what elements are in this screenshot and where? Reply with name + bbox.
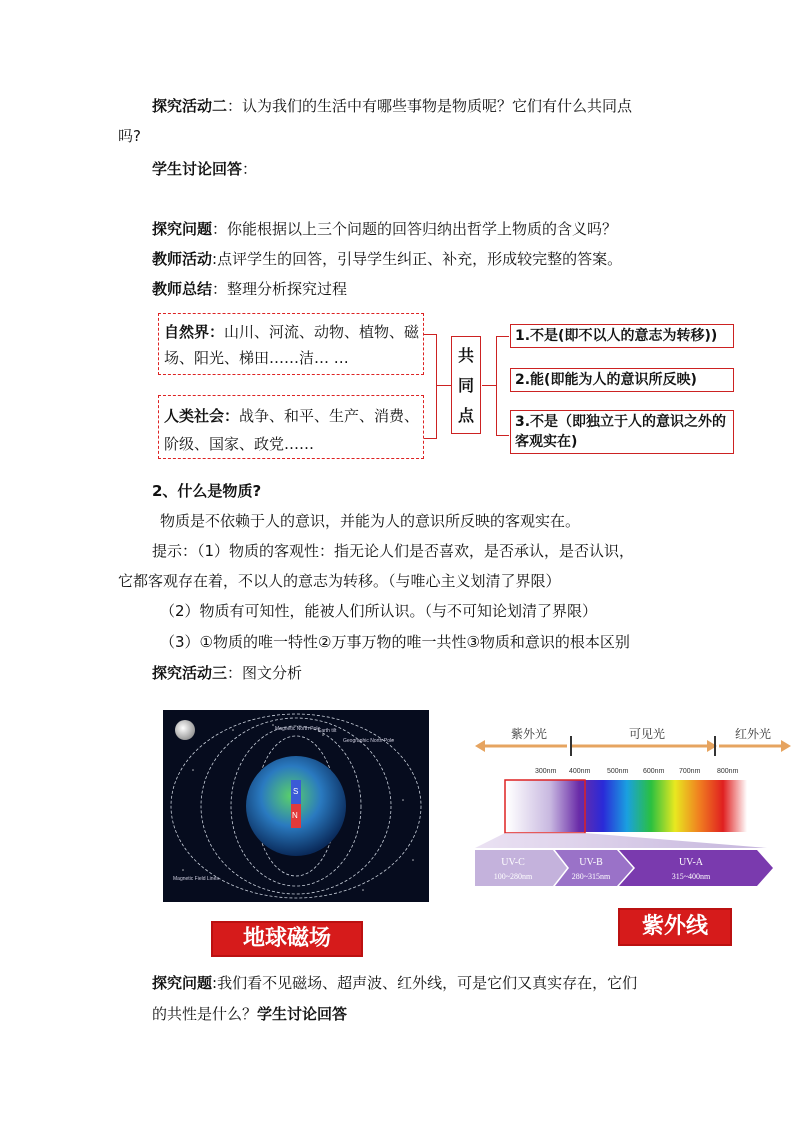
earth-magnetic-field-image: [163, 710, 429, 902]
paragraph-teacher-summary: 教师总结：整理分析探究过程: [152, 280, 348, 298]
earth-caption: 地球磁场: [211, 921, 363, 957]
tip-2: （2）物质有可知性，能被人们所认识。（与不可知论划清了界限）: [160, 602, 598, 620]
svg-text:500nm: 500nm: [607, 768, 629, 775]
right-bracket: [496, 336, 509, 436]
left-connector: [437, 385, 451, 386]
left-bracket: [424, 334, 437, 439]
tip-3: （3）①物质的唯一特性②万事万物的唯一共性③物质和意识的根本区别: [160, 633, 630, 651]
svg-text:紫外光: 紫外光: [511, 727, 548, 741]
paragraph-activity-three: 探究活动三：图文分析: [152, 664, 303, 682]
svg-text:N: N: [292, 811, 298, 820]
svg-text:S: S: [293, 787, 299, 796]
svg-text:280~315nm: 280~315nm: [571, 872, 611, 881]
tip-1: 提示：（1）物质的客观性：指无论人们是否喜欢，是否承认，是否认识，: [152, 542, 635, 560]
svg-text:600nm: 600nm: [643, 768, 665, 775]
svg-text:700nm: 700nm: [679, 768, 701, 775]
svg-text:UV-B: UV-B: [579, 857, 603, 868]
uv-caption: 紫外线: [618, 908, 732, 946]
svg-text:UV-A: UV-A: [678, 857, 704, 868]
svg-text:Earth tilt: Earth tilt: [318, 728, 337, 734]
paragraph-activity-two-cont: 吗?: [118, 127, 141, 145]
moon-icon: [175, 720, 195, 740]
paragraph-question-final-cont: 的共性是什么？学生讨论回答: [152, 1005, 348, 1023]
svg-text:315~400nm: 315~400nm: [671, 872, 711, 881]
svg-text:400nm: 400nm: [569, 768, 591, 775]
definition: 物质是不依赖于人的意识，并能为人的意识所反映的客观实在。: [160, 512, 581, 530]
svg-text:300nm: 300nm: [535, 768, 557, 775]
svg-text:Magnetic Field Lines: Magnetic Field Lines: [173, 876, 219, 882]
nature-text: 自然界：山川、河流、动物、植物、磁 场、阳光、梯田……洁… …: [164, 323, 420, 367]
section-heading: 2、什么是物质?: [152, 482, 262, 500]
svg-text:Magnetic North Pole: Magnetic North Pole: [275, 726, 321, 732]
svg-text:Geographic North Pole: Geographic North Pole: [343, 738, 394, 744]
common-points-box: 共 同 点: [451, 336, 481, 434]
svg-text:UV-C: UV-C: [501, 857, 525, 868]
paragraph-student-answer: 学生讨论回答：: [152, 160, 258, 178]
paragraph-teacher-activity: 教师活动:点评学生的回答，引导学生纠正、补充，形成较完整的答案。: [152, 250, 623, 268]
tip-1-cont: 它都客观存在着，不以人的意志为转移。（与唯心主义划清了界限）: [118, 572, 561, 590]
paragraph-activity-two: 探究活动二：认为我们的生活中有哪些事物是物质呢？它们有什么共同点: [152, 97, 633, 115]
svg-text:可见光: 可见光: [629, 727, 666, 741]
spectrum-image: [467, 718, 793, 898]
paragraph-question-final: 探究问题:我们看不见磁场、超声波、红外线，可是它们又真实存在，它们: [152, 974, 638, 992]
paragraph-question: 探究问题：你能根据以上三个问题的回答归纳出哲学上物质的含义吗？: [152, 220, 618, 238]
svg-text:红外光: 红外光: [735, 727, 772, 741]
svg-text:800nm: 800nm: [717, 768, 739, 775]
svg-text:100~280nm: 100~280nm: [493, 872, 533, 881]
result-2: 2.能(即能为人的意识所反映): [510, 368, 734, 392]
result-3: 3.不是（即独立于人的意识之外的 客观实在): [510, 410, 734, 454]
result-1: 1.不是(即不以人的意志为转移)): [510, 324, 734, 348]
society-text: 人类社会：战争、和平、生产、消费、 阶级、国家、政党……: [164, 407, 420, 453]
right-connector: [482, 385, 496, 386]
